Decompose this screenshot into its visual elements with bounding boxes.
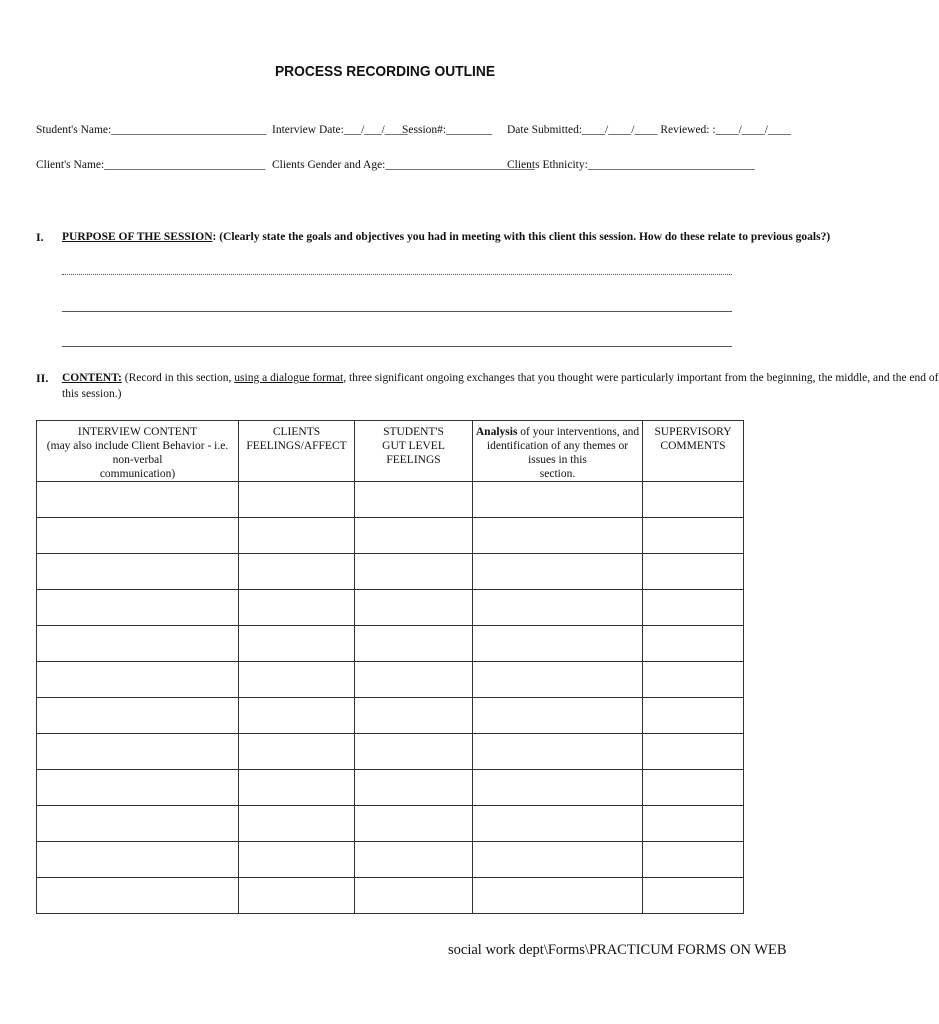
- table-cell[interactable]: [643, 770, 744, 806]
- table-row: [37, 842, 744, 878]
- table-cell[interactable]: [473, 626, 643, 662]
- table-cell[interactable]: [239, 698, 355, 734]
- table-row: [37, 482, 744, 518]
- table-cell[interactable]: [355, 662, 473, 698]
- header-analysis-line-3: section.: [539, 468, 576, 480]
- process-recording-table: [36, 420, 744, 914]
- table-cell[interactable]: [37, 590, 239, 626]
- table-cell[interactable]: [37, 626, 239, 662]
- section-1-instructions: : (Clearly state the goals and objectives you had in meeting with this client this session. How do these relate to previous goals?): [212, 231, 831, 243]
- table-cell[interactable]: [473, 842, 643, 878]
- table-cell[interactable]: [239, 554, 355, 590]
- table-row: [37, 770, 744, 806]
- table-cell[interactable]: [643, 878, 744, 914]
- header-analysis: [473, 421, 643, 482]
- table-cell[interactable]: [355, 842, 473, 878]
- header-supervisory-comments-line-2: COMMENTS: [660, 440, 726, 452]
- section-2-heading: CONTENT:: [62, 372, 122, 384]
- table-cell[interactable]: [37, 518, 239, 554]
- client-gender-age-field[interactable]: Clients Gender and Age:__________________________: [272, 159, 535, 171]
- table-row: [37, 518, 744, 554]
- table-row: [37, 698, 744, 734]
- header-analysis-text: of your interventions, and: [517, 426, 640, 438]
- table-cell[interactable]: [37, 662, 239, 698]
- header-clients-feelings-line-1: CLIENTS: [272, 426, 321, 438]
- table-row: [37, 590, 744, 626]
- section-2-text-b: , three significant ongoing exchanges that you thought were particularly important from the beginning, the middle, and the end of: [343, 372, 939, 384]
- section-2-text-underlined: using a dialogue format: [234, 372, 344, 384]
- table-cell[interactable]: [239, 482, 355, 518]
- table-cell[interactable]: [239, 878, 355, 914]
- table-row: [37, 878, 744, 914]
- table-header-row: [37, 421, 744, 482]
- table-cell[interactable]: [643, 734, 744, 770]
- table-cell[interactable]: [239, 518, 355, 554]
- table-cell[interactable]: [643, 554, 744, 590]
- table-cell[interactable]: [643, 518, 744, 554]
- purpose-answer-line-3[interactable]: [62, 346, 732, 347]
- table-cell[interactable]: [473, 806, 643, 842]
- table-row: [37, 734, 744, 770]
- footer-file-path: social work dept\Forms\PRACTICUM FORMS ON WEB: [448, 942, 787, 958]
- page-title: PROCESS RECORDING OUTLINE: [274, 63, 496, 80]
- section-2-number: II.: [36, 371, 49, 385]
- header-supervisory-comments: [643, 421, 744, 482]
- header-student-gut-feelings: [355, 421, 473, 482]
- client-name-field[interactable]: Client's Name:____________________________: [36, 159, 266, 171]
- student-name-field[interactable]: Student's Name:___________________________: [36, 124, 267, 136]
- table-cell[interactable]: [643, 626, 744, 662]
- header-supervisory-comments-line-1: SUPERVISORY: [654, 426, 732, 438]
- table-cell[interactable]: [239, 590, 355, 626]
- table-cell[interactable]: [473, 878, 643, 914]
- header-student-gut-feelings-line-2: GUT LEVEL FEELINGS: [382, 440, 445, 466]
- table-cell[interactable]: [643, 590, 744, 626]
- client-ethnicity-field[interactable]: Clients Ethnicity:_____________________________: [507, 159, 755, 171]
- header-clients-feelings-line-2: FEELINGS/AFFECT: [246, 440, 347, 452]
- table-row: [37, 554, 744, 590]
- table-row: [37, 626, 744, 662]
- table-row: [37, 806, 744, 842]
- header-analysis-line-2: identification of any themes or issues in this: [486, 440, 629, 466]
- header-clients-feelings: [239, 421, 355, 482]
- table-cell[interactable]: [355, 626, 473, 662]
- header-student-gut-feelings-line-1: STUDENT'S: [383, 426, 444, 438]
- table-cell[interactable]: [473, 770, 643, 806]
- table-cell[interactable]: [355, 518, 473, 554]
- table-cell[interactable]: [643, 698, 744, 734]
- header-analysis-bold: Analysis: [475, 426, 518, 438]
- section-2-text-a: (Record in this section,: [121, 372, 235, 384]
- section-2-line-2: this session.): [62, 388, 122, 400]
- table-cell[interactable]: [37, 842, 239, 878]
- table-cell[interactable]: [37, 734, 239, 770]
- table-cell[interactable]: [643, 842, 744, 878]
- table-cell[interactable]: [473, 590, 643, 626]
- table-cell[interactable]: [473, 482, 643, 518]
- table-cell[interactable]: [355, 698, 473, 734]
- table-cell[interactable]: [37, 878, 239, 914]
- table-cell[interactable]: [643, 662, 744, 698]
- table-cell[interactable]: [37, 806, 239, 842]
- table-cell[interactable]: [643, 482, 744, 518]
- date-submitted-field[interactable]: Date Submitted:____/____/____ Reviewed: :____/____/____: [507, 124, 791, 136]
- header-interview-content-note-2: communication): [99, 468, 176, 480]
- purpose-answer-line-1[interactable]: [62, 274, 732, 275]
- table-cell[interactable]: [37, 482, 239, 518]
- purpose-answer-line-2[interactable]: [62, 311, 732, 312]
- table-cell[interactable]: [239, 662, 355, 698]
- table-cell[interactable]: [37, 554, 239, 590]
- table-row: [37, 662, 744, 698]
- table-cell[interactable]: [473, 518, 643, 554]
- header-interview-content-title: INTERVIEW CONTENT: [77, 426, 198, 438]
- table-cell[interactable]: [355, 878, 473, 914]
- interview-date-field[interactable]: Interview Date:___/___/____: [272, 124, 408, 136]
- table-cell[interactable]: [355, 734, 473, 770]
- section-1-heading: PURPOSE OF THE SESSION: [62, 231, 213, 243]
- table-cell[interactable]: [473, 734, 643, 770]
- header-interview-content: [37, 421, 239, 482]
- table-cell[interactable]: [239, 770, 355, 806]
- table-cell[interactable]: [239, 842, 355, 878]
- table-cell[interactable]: [239, 806, 355, 842]
- table-cell[interactable]: [37, 698, 239, 734]
- table-cell[interactable]: [239, 626, 355, 662]
- table-cell[interactable]: [473, 554, 643, 590]
- section-1-heading-line: [62, 230, 830, 245]
- table-cell[interactable]: [473, 698, 643, 734]
- table-cell[interactable]: [473, 662, 643, 698]
- section-1-number: I.: [36, 230, 44, 244]
- table-cell[interactable]: [355, 554, 473, 590]
- table-cell[interactable]: [355, 806, 473, 842]
- header-analysis-line-1: [473, 425, 642, 439]
- table-cell[interactable]: [239, 734, 355, 770]
- table-cell[interactable]: [355, 590, 473, 626]
- table-cell[interactable]: [355, 482, 473, 518]
- table-cell[interactable]: [37, 770, 239, 806]
- table-cell[interactable]: [643, 806, 744, 842]
- header-interview-content-note: (may also include Client Behavior - i.e. non-verbal: [46, 440, 229, 466]
- table-cell[interactable]: [355, 770, 473, 806]
- session-number-field[interactable]: Session#:________: [402, 124, 493, 136]
- section-2-line-1: [62, 371, 939, 386]
